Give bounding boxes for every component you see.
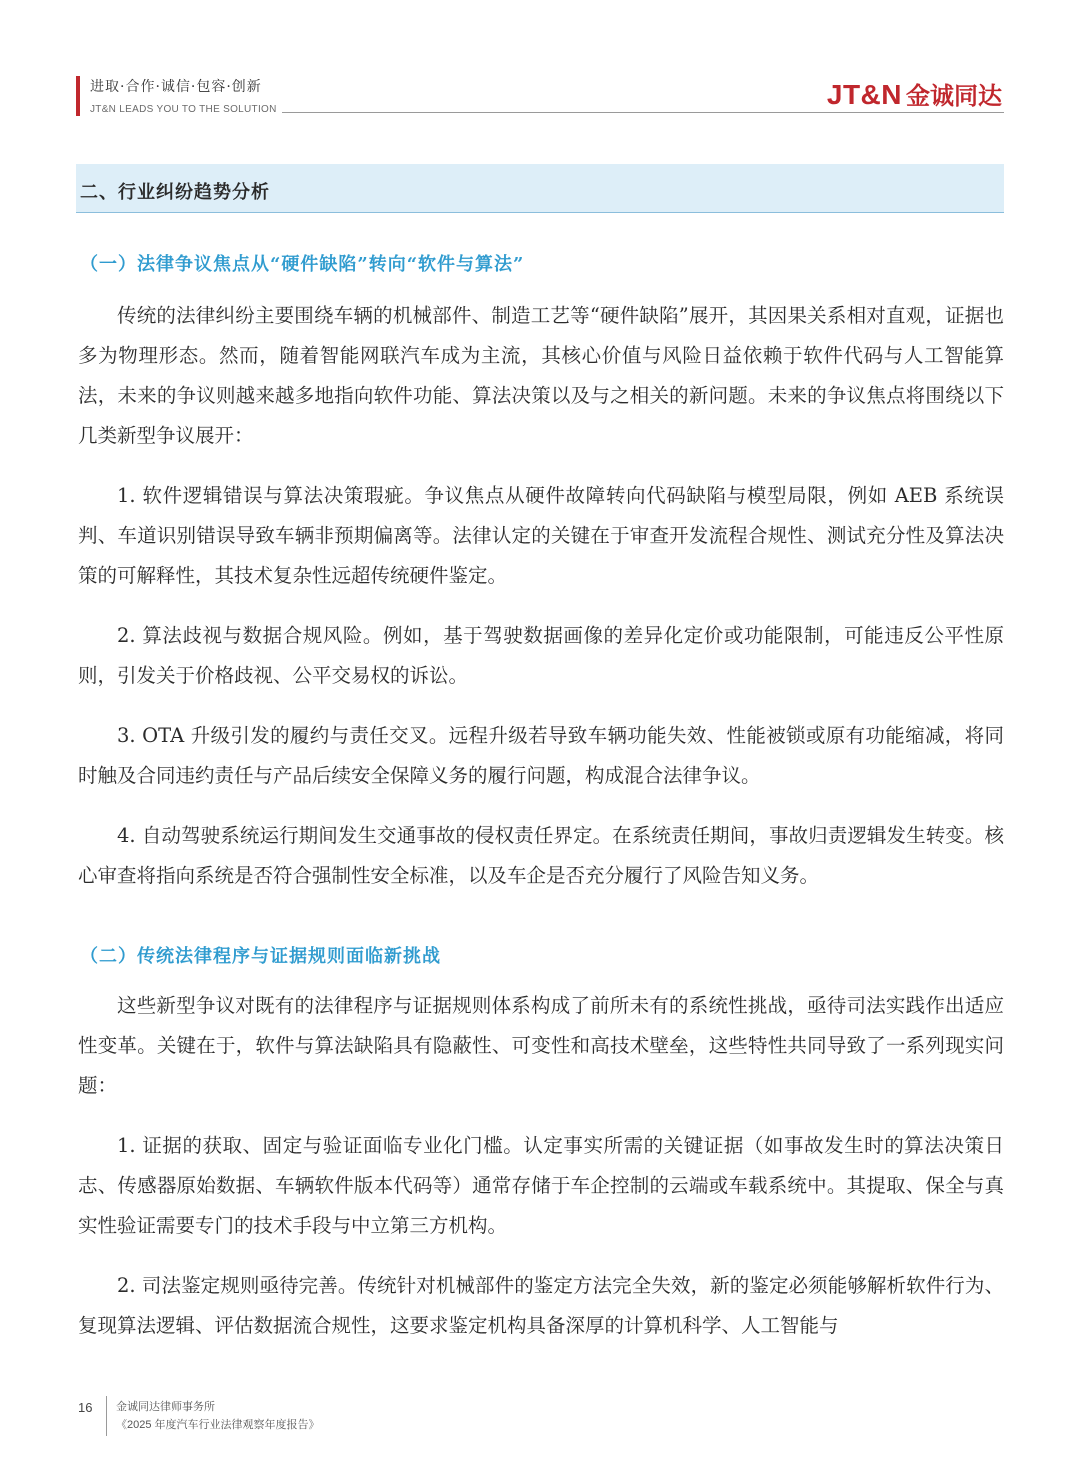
paragraph-intro-1: 传统的法律纠纷主要围绕车辆的机械部件、制造工艺等“硬件缺陷”展开，其因果关系相对直观，证据也多为物理形态。然而，随着智能网联汽车成为主流，其核心价值与风险日益依赖于软件代码与人工智能算法，未来的争议则越来越多地指向软件功能、算法决策以及与之相关的新问题。未来的争议焦点将围绕以下几类新型争议展开： (78, 304, 1004, 447)
paragraph-intro-2: 这些新型争议对既有的法律程序与证据规则体系构成了前所未有的系统性挑战，亟待司法实践作出适应性变革。关键在于，软件与算法缺陷具有隐蔽性、可变性和高技术壁垒，这些特性共同导致了一系列现实问题： (78, 994, 1004, 1097)
header-rule (282, 112, 1004, 113)
page-header (0, 0, 1080, 130)
footer-rule (106, 1396, 107, 1436)
list-item-2-2: 2. 司法鉴定规则亟待完善。传统针对机械部件的鉴定方法完全失效，新的鉴定必须能够解析软件行为、复现算法逻辑、评估数据流合规性，这要求鉴定机构具备深厚的计算机科学、人工智能与 (78, 1274, 1004, 1337)
footer-report: 《2025 年度汽车行业法律观察年度报告》 (116, 1419, 320, 1431)
logo-en: JT&N (826, 79, 902, 110)
section-title: 二、行业纠纷趋势分析 (80, 182, 270, 203)
header-subtitle: JT&N LEADS YOU TO THE SOLUTION (90, 104, 277, 115)
subsection-title-1: （一）法律争议焦点从“硬件缺陷”转向“软件与算法” (80, 254, 525, 275)
list-item-1-2: 2. 算法歧视与数据合规风险。例如，基于驾驶数据画像的差异化定价或功能限制，可能违反公平性原则，引发关于价格歧视、公平交易权的诉讼。 (78, 624, 1004, 687)
brand-logo (827, 76, 1002, 111)
list-item-1-3: 3. OTA 升级引发的履约与责任交叉。远程升级若导致车辆功能失效、性能被锁或原有功能缩减，将同时触及合同违约责任与产品后续安全保障义务的履行问题，构成混合法律争议。 (78, 724, 1004, 787)
footer-firm: 金诚同达律师事务所 (116, 1401, 215, 1413)
page-number: 16 (78, 1400, 93, 1415)
logo-cn: 金诚同达 (906, 83, 1002, 110)
section-heading-bar (76, 164, 1004, 213)
list-item-2-1: 1. 证据的获取、固定与验证面临专业化门槛。认定事实所需的关键证据（如事故发生时的算法决策日志、传感器原始数据、车辆软件版本代码等）通常存储于车企控制的云端或车载系统中。其提取、保全与真实性验证需要专门的技术手段与中立第三方机构。 (78, 1134, 1004, 1237)
list-item-1-1: 1. 软件逻辑错误与算法决策瑕疵。争议焦点从硬件故障转向代码缺陷与模型局限，例如 AEB 系统误判、车道识别错误导致车辆非预期偏离等。法律认定的关键在于审查开发流程合规性、测试充分性及算法决策的可解释性，其技术复杂性远超传统硬件鉴定。 (78, 484, 1004, 587)
subsection-title-2: （二）传统法律程序与证据规则面临新挑战 (80, 946, 441, 967)
list-item-1-4: 4. 自动驾驶系统运行期间发生交通事故的侵权责任界定。在系统责任期间，事故归责逻辑发生转变。核心审查将指向系统是否符合强制性安全标准，以及车企是否充分履行了风险告知义务。 (78, 824, 1004, 887)
header-motto: 进取·合作·诚信·包容·创新 (90, 79, 262, 95)
header-accent-bar (76, 76, 80, 116)
